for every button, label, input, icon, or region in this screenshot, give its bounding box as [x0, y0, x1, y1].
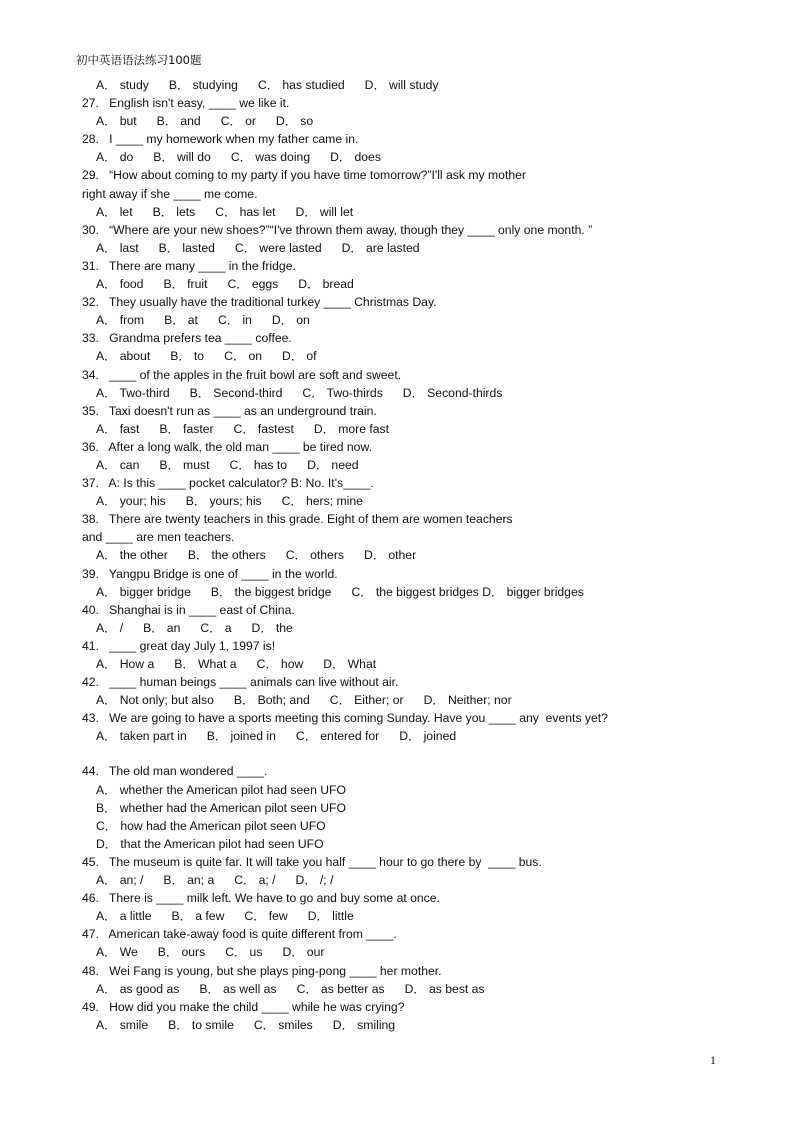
answer-option: C． entered for	[295, 729, 380, 744]
answer-options	[82, 456, 722, 474]
answer-options	[82, 943, 722, 961]
answer-options	[82, 492, 722, 510]
question-text: 30. “Where are your new shoes?”“I've thrown them away, though they ____ only one month. ”	[82, 222, 593, 237]
question-text: 44. The old man wondered ____.	[82, 764, 268, 779]
answer-option: A． Two-third	[96, 385, 170, 400]
answer-options	[82, 871, 722, 889]
answer-option: B． to	[170, 349, 205, 364]
question-text: 46. There is ____ milk left. We have to go and buy some at once.	[82, 891, 440, 906]
answer-option: B． yours; his	[185, 494, 262, 509]
question-text: 29. “How about coming to my party if you have time tomorrow?”I'll ask my mother	[82, 168, 526, 183]
answer-option: C． has let	[215, 204, 276, 219]
answer-option: C． on	[224, 349, 263, 364]
answer-option: B． fruit	[163, 277, 208, 292]
answer-options	[82, 799, 722, 817]
answer-option: A． from	[96, 313, 145, 328]
answer-option: D． on	[271, 313, 310, 328]
answer-option: B． lets	[152, 204, 196, 219]
answer-option: A． We	[96, 945, 138, 960]
answer-options	[82, 655, 722, 673]
question-text: right away if she ____ me come.	[82, 186, 258, 201]
answer-option: A． your; his	[96, 494, 166, 509]
answer-option: A． but	[96, 114, 137, 129]
question-text: 39. Yangpu Bridge is one of ____ in the world.	[82, 566, 338, 581]
answer-option: B． What a	[174, 657, 237, 671]
answer-options	[82, 275, 722, 293]
answer-option: B． at	[164, 313, 198, 328]
answer-options	[82, 817, 722, 835]
answer-option: C． others	[285, 548, 344, 563]
answer-options	[82, 583, 722, 601]
question-text: 28. I ____ my homework when my father came in.	[82, 132, 359, 147]
answer-option: B． ours	[157, 945, 206, 960]
answer-option: C． has studied	[257, 78, 345, 92]
answer-option: D． joined	[399, 729, 457, 744]
answer-option: A． whether the American pilot had seen UFO	[96, 782, 346, 797]
answer-option: A． the other	[96, 548, 168, 563]
answer-option: C． hers; mine	[281, 494, 363, 509]
question-text: 31. There are many ____ in the fridge.	[82, 258, 296, 273]
answer-option: C． fastest	[233, 421, 294, 436]
answer-option: D． bread	[298, 277, 354, 292]
question-text: 49. How did you make the child ____ while he was crying?	[82, 999, 405, 1014]
answer-option: A． bigger bridge	[96, 584, 191, 599]
answer-options	[82, 781, 722, 799]
answer-options	[82, 203, 722, 221]
question-text: 42. ____ human beings ____ animals can live without air.	[82, 675, 399, 690]
answer-options	[82, 727, 722, 745]
answer-option: A． an; /	[96, 873, 144, 888]
answer-option: A． Not only; but also	[96, 693, 214, 708]
answer-option: A． food	[96, 277, 144, 292]
answer-option: D． /; /	[295, 873, 334, 888]
answer-option: D． What	[323, 657, 377, 671]
question-text: 40. Shanghai is in ____ east of China.	[82, 602, 295, 617]
answer-option: A． How a	[96, 657, 155, 671]
question-text: 35. Taxi doesn't run as ____ as an underground train.	[82, 403, 377, 418]
answer-option: B． must	[159, 457, 210, 472]
answer-option: C． has to	[229, 457, 288, 472]
answer-option: B． and	[156, 114, 201, 129]
answer-option: D． that the American pilot had seen UFO	[96, 836, 324, 851]
answer-option: B． will do	[153, 150, 211, 165]
answer-option: A． as good as	[96, 981, 180, 996]
answer-options	[82, 112, 722, 130]
answer-option: D． so	[275, 114, 314, 129]
answer-option: A． do	[96, 150, 134, 165]
answer-options	[82, 347, 722, 365]
answer-option: B． an	[143, 620, 181, 635]
answer-option: C． eggs	[227, 277, 279, 292]
question-text: and ____ are men teachers.	[82, 530, 235, 545]
answer-option: A． can	[96, 457, 140, 472]
answer-option: C． how had the American pilot seen UFO	[96, 818, 326, 833]
answer-options	[82, 691, 722, 709]
answer-options	[82, 546, 722, 564]
question-text: 37. A: Is this ____ pocket calculator? B: No. It's____.	[82, 476, 374, 491]
question-text: 27. English isn't easy, ____ we like it.	[82, 96, 290, 111]
answer-option: D． the	[251, 620, 293, 635]
answer-option: D． more fast	[313, 421, 390, 436]
answer-option: C． smiles	[253, 1017, 313, 1032]
answer-option: D． need	[307, 457, 359, 472]
answer-options	[82, 239, 722, 257]
answer-option: B． the biggest bridge	[210, 584, 332, 599]
answer-option: C． in	[217, 313, 252, 328]
question-text: 33. Grandma prefers tea ____ coffee.	[82, 331, 292, 346]
answer-option: C． a	[200, 620, 232, 635]
answer-options	[82, 619, 722, 637]
answer-option: A． last	[96, 240, 139, 255]
answer-option: C． Either; or	[329, 693, 404, 708]
answer-option: B． Second-third	[189, 385, 283, 400]
question-text: 41. ____ great day July 1, 1997 is!	[82, 638, 276, 653]
answer-options	[82, 907, 722, 925]
question-text: 38. There are twenty teachers in this grade. Eight of them are women teachers	[82, 512, 513, 527]
answer-option: D． will study	[364, 78, 439, 92]
blank-line	[82, 745, 722, 762]
answer-option: B． an; a	[163, 873, 215, 888]
answer-options	[82, 384, 722, 402]
answer-options	[82, 980, 722, 998]
answer-option: B． a few	[171, 909, 225, 924]
page-number: 1	[710, 1053, 716, 1067]
answer-option: D． our	[282, 945, 325, 960]
answer-option: C． us	[225, 945, 263, 960]
answer-option: C． a; /	[234, 873, 276, 888]
question-text: 32. They usually have the traditional turkey ____ Christmas Day.	[82, 295, 437, 310]
answer-options	[82, 311, 722, 329]
answer-option: B． faster	[159, 421, 214, 436]
answer-option: B． as well as	[199, 981, 277, 996]
answer-option: A． a little	[96, 909, 152, 924]
answer-option: A． smile	[96, 1017, 149, 1032]
answer-options	[82, 1016, 722, 1034]
answer-options	[82, 76, 722, 94]
answer-option: A． let	[96, 204, 133, 219]
question-text: 43. We are going to have a sports meeting this coming Sunday. Have you ____ any events yet?	[82, 711, 608, 726]
answer-option: D． little	[307, 909, 354, 924]
answer-options	[82, 420, 722, 438]
answer-option: D． Second-thirds	[402, 385, 503, 400]
answer-option: B． the others	[187, 548, 266, 563]
question-text: 45. The museum is quite far. It will take you half ____ hour to go there by ____ bus.	[82, 854, 542, 869]
answer-options	[82, 148, 722, 166]
question-text: 48. Wei Fang is young, but she plays ping-pong ____ her mother.	[82, 963, 442, 978]
answer-option: A． fast	[96, 421, 140, 436]
page-header: 初中英语语法练习100题	[76, 53, 202, 67]
answer-option: C． as better as	[296, 981, 385, 996]
answer-option: D． of	[282, 349, 317, 364]
question-text: 34. ____ of the apples in the fruit bowl are soft and sweet.	[82, 367, 402, 382]
answer-option: C． the biggest bridges D． bigger bridges	[351, 584, 584, 599]
answer-option: A． /	[96, 620, 124, 635]
answer-option: A． study	[96, 78, 149, 92]
answer-option: C． was doing	[230, 150, 311, 165]
answer-option: D． will let	[295, 204, 354, 219]
answer-option: C． how	[256, 657, 304, 671]
answer-option: D． as best as	[404, 981, 485, 996]
answer-option: B． whether had the American pilot seen UFO	[96, 800, 346, 815]
answer-option: B． lasted	[158, 240, 215, 255]
answer-option: B． joined in	[206, 729, 276, 744]
question-list	[82, 76, 722, 1034]
answer-option: C． were lasted	[234, 240, 322, 255]
answer-option: C． few	[244, 909, 288, 924]
answer-option: C． or	[220, 114, 256, 129]
answer-option: B． studying	[168, 78, 238, 92]
question-text: 36. After a long walk, the old man ____ be tired now.	[82, 439, 372, 454]
question-text: 47. American take-away food is quite different from ____.	[82, 927, 397, 942]
answer-option: C． Two-thirds	[302, 385, 383, 400]
answer-option: D． does	[330, 150, 381, 165]
answer-option: A． about	[96, 349, 151, 364]
answer-option: B． to smile	[168, 1017, 234, 1032]
answer-option: D． are lasted	[341, 240, 420, 255]
answer-option: A． taken part in	[96, 729, 187, 744]
answer-option: D． Neither; nor	[423, 693, 512, 708]
answer-option: D． smiling	[332, 1017, 396, 1032]
answer-option: D． other	[363, 548, 417, 563]
answer-options	[82, 835, 722, 853]
answer-option: B． Both; and	[233, 693, 310, 708]
